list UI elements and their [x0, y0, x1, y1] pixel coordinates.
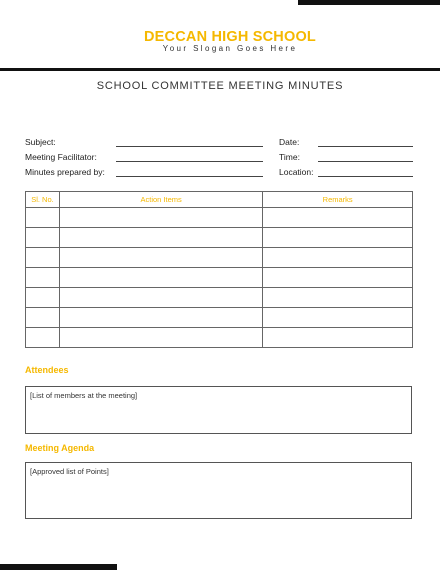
table-cell[interactable] [263, 328, 413, 348]
attendees-title: Attendees [25, 365, 69, 375]
school-name: DECCAN HIGH SCHOOL [144, 29, 316, 45]
agenda-title: Meeting Agenda [25, 443, 95, 453]
date-field[interactable] [318, 146, 413, 147]
location-field[interactable] [318, 176, 413, 177]
school-slogan: Your Slogan Goes Here [162, 44, 298, 53]
column-header-action-items: Action Items [59, 192, 262, 208]
table-cell[interactable] [59, 288, 262, 308]
table-cell[interactable] [263, 248, 413, 268]
table-row [26, 288, 413, 308]
table-header-row [26, 192, 413, 208]
table-row [26, 328, 413, 348]
table-cell[interactable] [26, 268, 60, 288]
column-header-sl-no: Sl. No. [26, 192, 60, 208]
facilitator-field[interactable] [116, 161, 263, 162]
table-cell[interactable] [59, 208, 262, 228]
table-cell[interactable] [26, 328, 60, 348]
facilitator-label: Meeting Facilitator: [25, 152, 97, 162]
table-cell[interactable] [26, 208, 60, 228]
table-row [26, 208, 413, 228]
table-cell[interactable] [26, 288, 60, 308]
location-label: Location: [279, 167, 314, 177]
date-label: Date: [279, 137, 300, 147]
table-cell[interactable] [26, 308, 60, 328]
table-cell[interactable] [59, 268, 262, 288]
table-cell[interactable] [59, 308, 262, 328]
table-cell[interactable] [26, 248, 60, 268]
attendees-box[interactable] [25, 386, 412, 434]
table-cell[interactable] [59, 228, 262, 248]
document-title: SCHOOL COMMITTEE MEETING MINUTES [96, 80, 344, 92]
table-cell[interactable] [263, 208, 413, 228]
time-label: Time: [279, 152, 300, 162]
subject-field[interactable] [116, 146, 263, 147]
agenda-placeholder: [Approved list of Points] [30, 467, 109, 476]
table-cell[interactable] [263, 288, 413, 308]
table-row [26, 248, 413, 268]
table-row [26, 308, 413, 328]
prepared-by-field[interactable] [116, 176, 263, 177]
top-corner-bar [298, 0, 440, 5]
column-header-remarks: Remarks [263, 192, 413, 208]
table-row [26, 228, 413, 248]
table-cell[interactable] [59, 328, 262, 348]
table-cell[interactable] [263, 308, 413, 328]
table-row [26, 268, 413, 288]
table-cell[interactable] [263, 268, 413, 288]
prepared-by-label: Minutes prepared by: [25, 167, 105, 177]
time-field[interactable] [318, 161, 413, 162]
action-items-table [25, 191, 413, 348]
subject-label: Subject: [25, 137, 56, 147]
attendees-placeholder: [List of members at the meeting] [30, 391, 138, 400]
table-cell[interactable] [59, 248, 262, 268]
agenda-box[interactable] [25, 462, 412, 519]
table-cell[interactable] [26, 228, 60, 248]
bottom-corner-bar [0, 564, 117, 570]
table-cell[interactable] [263, 228, 413, 248]
header-divider [0, 68, 440, 71]
